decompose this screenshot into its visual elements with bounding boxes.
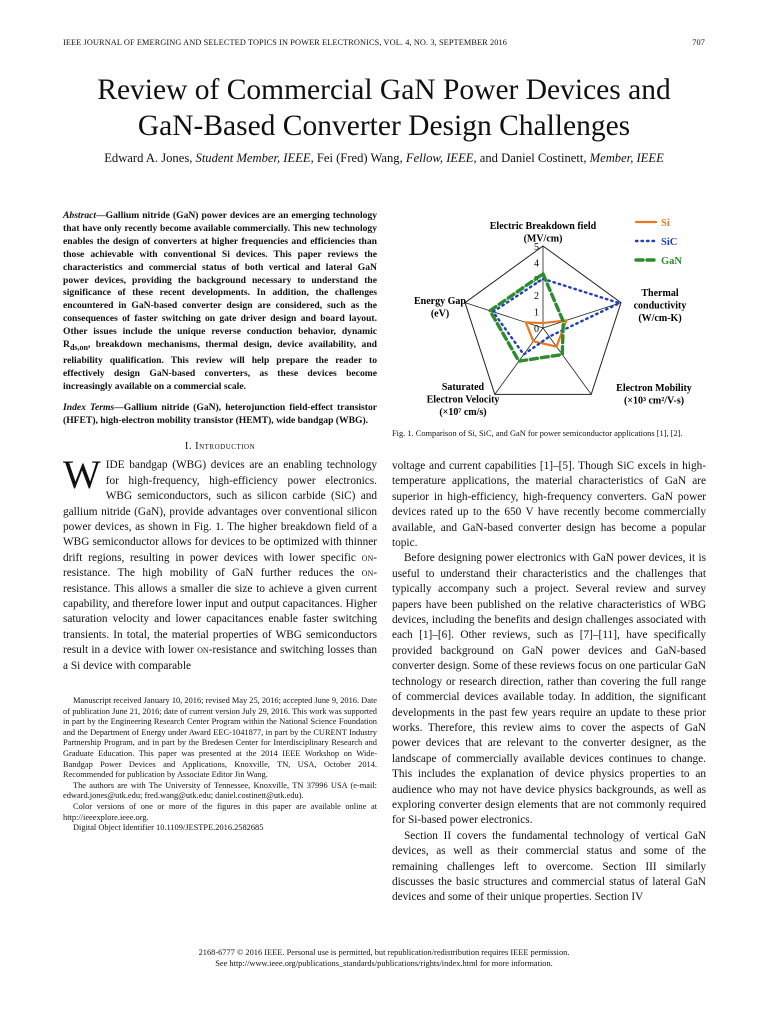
footnote-doi: Digital Object Identifier 10.1109/JESTPE.2016.2582685 — [73, 823, 264, 833]
legend-label-si: Si — [661, 218, 670, 229]
legend-label-sic: SiC — [661, 237, 678, 248]
intro-text-b: -resistance. The high mobility of GaN further reduces the — [63, 551, 377, 580]
index-terms — [63, 402, 377, 428]
axis-label-line: (W/cm-K) — [638, 313, 682, 324]
series-sic — [493, 279, 619, 355]
abstract-text-2: , breakdown mechanisms, thermal design, device availability, and reliability qualification. This review will help prepare the reader to effectively design GaN-based converters, as these devices become increasingly available on a commercial scale. — [63, 339, 377, 392]
drop-cap: W — [63, 452, 101, 498]
radial-tick-label: 4 — [534, 258, 539, 270]
radial-tick-label: 5 — [534, 242, 539, 253]
author-3-role: Member, IEEE — [589, 151, 664, 165]
title-line-2: GaN-Based Converter Design Challenges — [137, 110, 631, 142]
axis-label — [427, 382, 500, 418]
footnote-authors: The authors are with The University of Tennessee, Knoxville, TN 37996 USA (e-mail: edward.jones@utk.edu; fred.wang@utk.edu; daniel.costinett@utk.edu). — [63, 780, 377, 801]
axis-label-line: Thermal — [641, 288, 679, 299]
intro-text-a: IDE bandgap (WBG) devices are an enabling technology for high-frequency, high-efficiency power electronics. WBG semiconductors, such as silicon carbide (SiC) and gallium nitride (GaN), provide advantages over conventional silicon power devices, as shown in Fig. 1. The higher breakdown field of a WBG semiconductor allows for devices to be optimized with thinner drift regions, resulting in power devices with lower specific — [63, 459, 377, 564]
axis-label-line: conductivity — [633, 300, 687, 312]
axis-label-line: Electron Mobility — [616, 383, 692, 394]
axis-label-line: Saturated — [441, 382, 485, 393]
author-2-role: Fellow, IEEE — [405, 151, 474, 165]
legend-label-gan: GaN — [661, 256, 682, 267]
paper-title — [40, 72, 728, 144]
radar-spoke — [543, 328, 591, 394]
abstract-rsub: ds,on — [69, 342, 88, 352]
right-paragraph-1: voltage and current capabilities [1]–[5]. Though SiC excels in high-temperature applications, the material characteristics of GaN are superior in high-efficiency, high-frequency converters. GaN power devices rated up to the 650 V have recently become commercially available, and GaN-based converter design has become a popular topic. — [392, 460, 706, 550]
radial-tick-label: 2 — [534, 291, 539, 303]
author-2: , Fei (Fred) Wang, — [310, 151, 406, 165]
radial-tick-label: 1 — [534, 307, 539, 319]
author-list — [40, 151, 728, 166]
footnote-manuscript: Manuscript received January 10, 2016; revised May 25, 2016; accepted June 9, 2016. Date of publication June 21, 2016; date of current version July 29, 2016. This work was supported in part by the Engineering Research Center Program within the National Science Foundation and the Department of Energy under Award EEC-1041877, in part by the CURENT Industry Partnership Program, and in part by the Bredesen Center for Interdisciplinary Research and Graduate Education. This paper was presented at the 2014 IEEE Workshop on Wide-Bandgap Power Devices and Applications, Knoxville, TN, USA, October 2014. Recommended for publication by Associate Editor Jin Wang. — [63, 696, 377, 780]
footnote — [63, 696, 377, 834]
axis-label-line: Electron Velocity — [426, 394, 500, 406]
right-column — [392, 459, 706, 906]
radial-tick-label: 0 — [534, 324, 539, 335]
axis-label-line: (×10³ cm²/V-s) — [623, 395, 685, 407]
on-smallcaps: on — [361, 567, 374, 580]
axis-label — [414, 296, 466, 320]
right-paragraph-3: Section II covers the fundamental technology of vertical GaN devices, as well as their commercial status and some of the remaining challenges left to overcome. Section III similarly discusses the basic structures and commercial status of lateral GaN devices and some of their unique properties. Section IV — [392, 829, 706, 904]
copyright-line-1: 2168-6777 © 2016 IEEE. Personal use is permitted, but republication/redistribution requires IEEE permission. — [198, 948, 570, 957]
on-smallcaps: on — [197, 644, 209, 657]
left-column — [63, 210, 377, 834]
axis-label-line: (MV/cm) — [523, 233, 563, 245]
abstract — [63, 210, 377, 394]
intro-body — [63, 452, 377, 674]
copyright-notice — [63, 947, 705, 969]
intro-text-d: -resistance and switching losses than a Si device with comparable — [63, 644, 377, 672]
axis-label — [616, 383, 692, 407]
intro-text-c: -resistance. This allows a smaller die size to achieve a given current capability, and therefore lower input and output capacitances. Higher saturation velocity and lower capacitances enable faster switching transients. In total, the material properties of WBG semiconductors result in a device with lower — [63, 567, 377, 657]
footnote-color: Color versions of one or more of the figures in this paper are available online at http://ieeexplore.ieee.org. — [63, 802, 377, 822]
axis-label — [490, 221, 597, 245]
journal-name: IEEE JOURNAL OF EMERGING AND SELECTED TOPICS IN POWER ELECTRONICS, VOL. 4, NO. 3, SEPTEMBER 2016 — [63, 38, 507, 47]
author-1: Edward A. Jones, — [104, 151, 196, 165]
radar-chart — [392, 210, 706, 422]
intro-paragraph — [63, 452, 377, 674]
author-1-role: Student Member, IEEE — [195, 151, 311, 165]
copyright-line-2: See http://www.ieee.org/publications_standards/publications/rights/index.html for more information. — [215, 959, 553, 968]
radial-tick-label: 3 — [534, 274, 539, 286]
page-number: 707 — [692, 38, 705, 47]
author-3: , and Daniel Costinett, — [473, 151, 590, 165]
radar-spoke — [543, 303, 621, 328]
series-gan — [490, 274, 563, 361]
axis-label — [634, 288, 687, 324]
right-paragraph-2: Before designing power electronics with GaN power devices, it is useful to understand their characteristics and the challenges that typically accompany such a project. Several review and survey papers have been published on the relative characteristics of WBG devices, including the benefits and design challenges associated with each [1]–[6]. Other reviews, such as [7]–[11], have specifically provided background on GaN power devices and GaN-based converter design. Some of these reviews focus on one particular GaN technology or research direction, rather than covering the full range of commercial devices available today. In addition, the significant developments in the past few years require an update to these prior works. Therefore, this review aims to cover the aspects of GaN power devices that are relevant to the converter designer, as the landscape of commercially available devices continues to change. This includes the explanation of device physics properties to an audience who may not have device physics backgrounds, as well as exploring converter design elements that are not commonly required for Si-based power electronics. — [392, 552, 706, 827]
axis-label-line: Electric Breakdown field — [489, 221, 597, 232]
on-smallcaps: on — [361, 551, 374, 564]
axis-label-line: (eV) — [430, 308, 450, 320]
axis-label-line: Energy Gap — [414, 296, 466, 307]
radar-spoke — [465, 303, 543, 328]
index-terms-text: —Gallium nitride (GaN), heterojunction field-effect transistor (HFET), high-electron mobility transistor (HEMT), wide bandgap (WBG). — [63, 401, 377, 426]
figure-caption: Fig. 1. Comparison of Si, SiC, and GaN for power semiconductor applications [1], [2]. — [392, 429, 683, 438]
section-heading: I. Introduction — [184, 441, 256, 453]
index-terms-label: Index Terms — [63, 401, 115, 413]
abstract-text: —Gallium nitride (GaN) power devices are an emerging technology that have only recently become available commercially. This new technology enables the design of converters at higher frequencies and efficiencies than those achievable with conventional Si devices. This paper reviews the characteristics and commercial status of both vertical and lateral GaN power devices, providing the background necessary to understand the significance of these recent developments. In addition, the challenges encountered in GaN-based converter design are considered, such as the consequences of faster switching on gate driver design and board layout. Other issues include the unique reverse conduction behavior, dynamic R — [63, 210, 377, 351]
axis-label-line: (×10⁷ cm/s) — [439, 407, 487, 418]
title-line-1: Review of Commercial GaN Power Devices and — [97, 74, 671, 106]
abstract-label: Abstract — [63, 210, 97, 221]
running-header — [63, 38, 705, 47]
